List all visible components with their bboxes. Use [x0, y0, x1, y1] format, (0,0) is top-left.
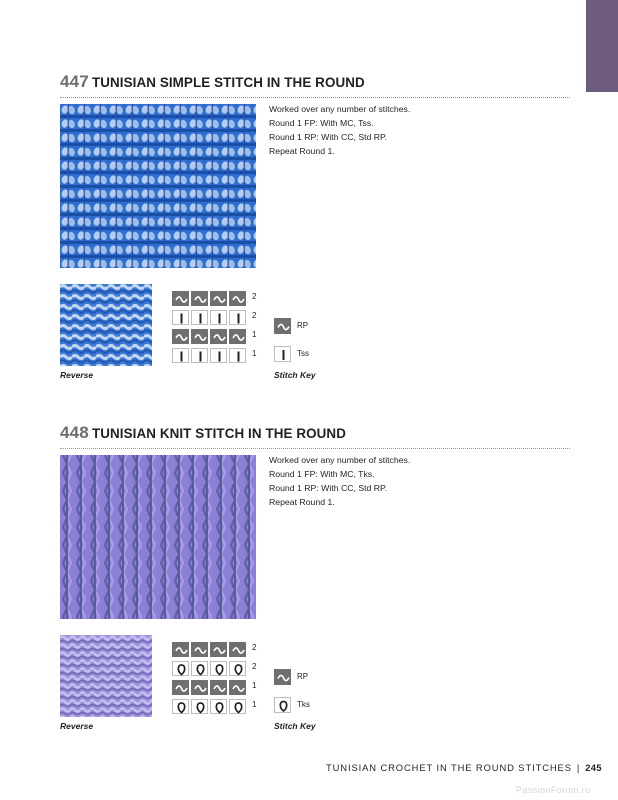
loop-icon — [191, 699, 208, 714]
swatch-photo-reverse — [60, 635, 152, 717]
stitch-title: TUNISIAN KNIT STITCH IN THE ROUND — [91, 426, 346, 441]
chart-row — [172, 329, 262, 344]
loop-icon — [191, 661, 208, 676]
chart-row — [172, 348, 262, 363]
reverse-caption: Reverse — [60, 721, 94, 731]
key-item — [274, 318, 354, 334]
row-number: 2 — [252, 311, 257, 320]
tilde-icon — [274, 669, 291, 685]
tilde-icon — [172, 680, 189, 695]
stitch-instructions — [269, 102, 410, 158]
row-number: 2 — [252, 643, 257, 652]
stitch-section-448 — [60, 423, 570, 743]
row-number: 1 — [252, 700, 257, 709]
vertical-bar-icon — [229, 310, 246, 325]
tilde-icon — [172, 291, 189, 306]
stitch-number: 448 — [60, 423, 89, 442]
stitch-title: TUNISIAN SIMPLE STITCH IN THE ROUND — [91, 75, 365, 90]
vertical-bar-icon — [172, 310, 189, 325]
loop-icon — [172, 699, 189, 714]
key-item — [274, 697, 354, 713]
tilde-icon — [229, 642, 246, 657]
tilde-icon — [191, 642, 208, 657]
vertical-bar-icon — [210, 310, 227, 325]
chart-row — [172, 310, 262, 325]
page-footer — [326, 762, 602, 773]
vertical-bar-icon — [191, 348, 208, 363]
loop-icon — [172, 661, 189, 676]
instruction-line: Repeat Round 1. — [269, 146, 335, 156]
tilde-icon — [191, 329, 208, 344]
reverse-caption: Reverse — [60, 370, 94, 380]
chart-row — [172, 699, 262, 714]
instruction-line: Round 1 FP: With MC, Tks. — [269, 469, 375, 479]
stitch-number: 447 — [60, 72, 89, 91]
stitch-section-447 — [60, 72, 570, 392]
loop-icon — [210, 661, 227, 676]
vertical-bar-icon — [274, 346, 291, 362]
instruction-line: Worked over any number of stitches. — [269, 104, 411, 114]
vertical-bar-icon — [172, 348, 189, 363]
row-number: 1 — [252, 681, 257, 690]
chart-row — [172, 661, 262, 676]
tilde-icon — [210, 642, 227, 657]
row-number: 1 — [252, 330, 257, 339]
tilde-icon — [229, 329, 246, 344]
row-number: 2 — [252, 292, 257, 301]
chapter-tab — [586, 0, 618, 92]
tilde-icon — [274, 318, 291, 334]
loop-icon — [210, 699, 227, 714]
stitch-key-caption: Stitch Key — [274, 721, 316, 731]
key-label: Tss — [297, 349, 309, 358]
tilde-icon — [172, 329, 189, 344]
vertical-bar-icon — [191, 310, 208, 325]
swatch-photo-front — [60, 104, 256, 268]
tilde-icon — [191, 291, 208, 306]
chapter-title: TUNISIAN CROCHET IN THE ROUND STITCHES — [326, 762, 572, 773]
loop-icon — [274, 697, 291, 713]
vertical-bar-icon — [229, 348, 246, 363]
key-label: RP — [297, 672, 309, 681]
stitch-instructions — [269, 453, 410, 509]
instruction-line: Repeat Round 1. — [269, 497, 335, 507]
tilde-icon — [229, 291, 246, 306]
swatch-photo-front — [60, 455, 256, 619]
footer-separator: | — [576, 762, 581, 773]
key-item — [274, 346, 354, 362]
vertical-bar-icon — [210, 348, 227, 363]
instruction-line: Round 1 RP: With CC, Std RP. — [269, 132, 388, 142]
heading-divider — [60, 448, 570, 449]
key-label: Tks — [297, 700, 310, 709]
tilde-icon — [191, 680, 208, 695]
tilde-icon — [172, 642, 189, 657]
loop-icon — [229, 661, 246, 676]
instruction-line: Round 1 RP: With CC, Std RP. — [269, 483, 388, 493]
swatch-photo-reverse — [60, 284, 152, 366]
chart-row — [172, 291, 262, 306]
tilde-icon — [210, 291, 227, 306]
loop-icon — [229, 699, 246, 714]
tilde-icon — [210, 329, 227, 344]
tilde-icon — [229, 680, 246, 695]
instruction-line: Round 1 FP: With MC, Tss. — [269, 118, 374, 128]
section-heading — [60, 72, 365, 92]
page-number: 245 — [585, 762, 602, 773]
instruction-line: Worked over any number of stitches. — [269, 455, 411, 465]
tilde-icon — [210, 680, 227, 695]
stitch-key-caption: Stitch Key — [274, 370, 316, 380]
heading-divider — [60, 97, 570, 98]
watermark: PassionForum.ru — [516, 785, 591, 795]
row-number: 1 — [252, 349, 257, 358]
key-item — [274, 669, 354, 685]
row-number: 2 — [252, 662, 257, 671]
chart-row — [172, 680, 262, 695]
chart-row — [172, 642, 262, 657]
section-heading — [60, 423, 346, 443]
key-label: RP — [297, 321, 309, 330]
